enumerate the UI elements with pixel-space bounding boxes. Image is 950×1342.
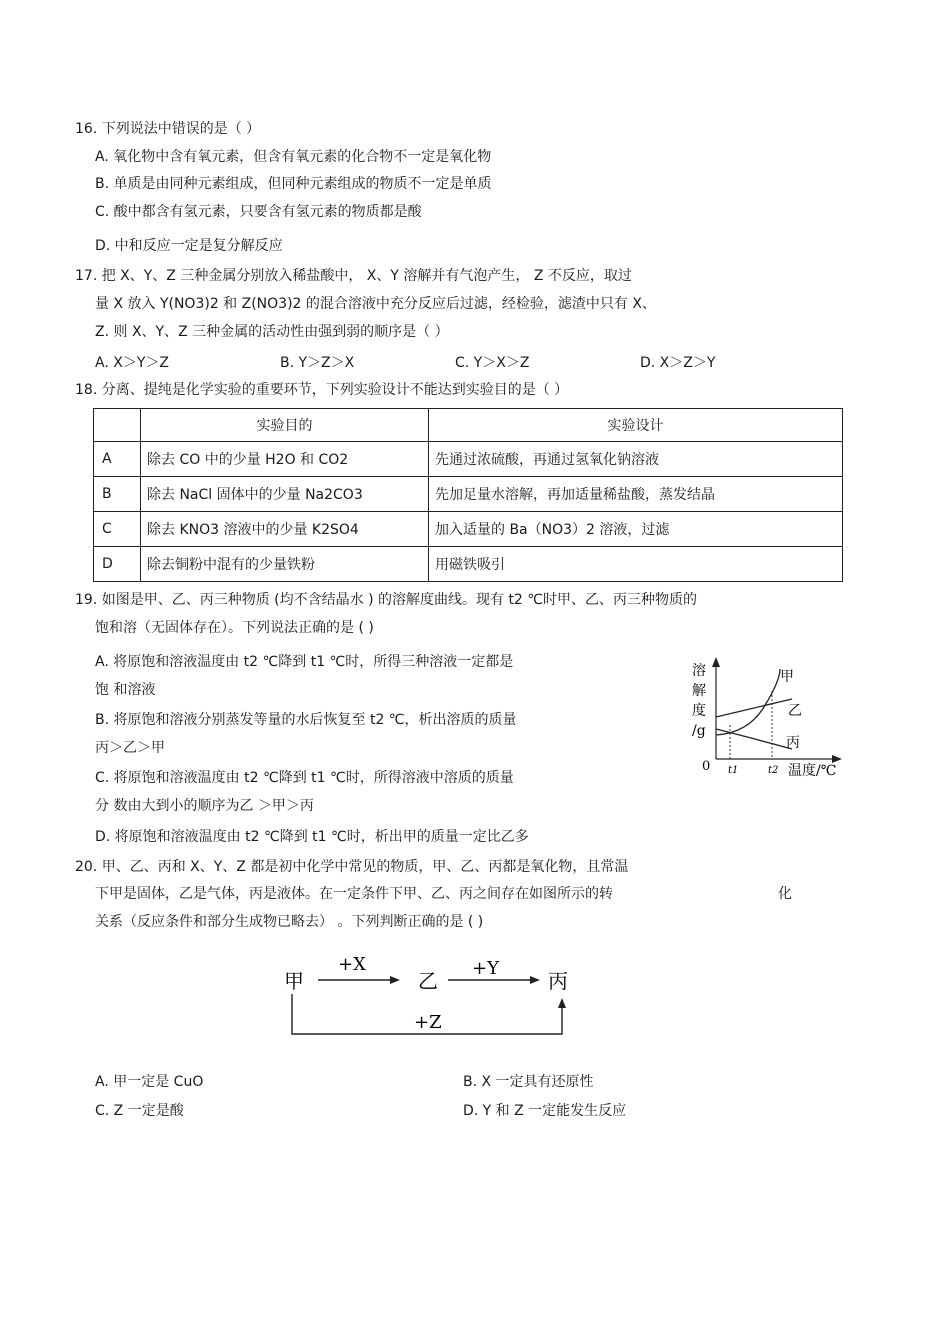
q17-stem-line3: Z. 则 X、Y、Z 三种金属的活动性由强到弱的顺序是（ ） xyxy=(95,324,449,340)
row-label: B xyxy=(94,477,141,512)
label-plus-z: +Z xyxy=(414,1012,442,1033)
node-yi: 乙 xyxy=(418,969,438,993)
row-design: 用磁铁吸引 xyxy=(429,547,843,582)
label-plus-x: +X xyxy=(338,954,366,975)
q20-stem-line1: 20. 甲、乙、丙和 X、Y、Z 都是初中化学中常见的物质，甲、乙、丙都是氧化物，且常温 xyxy=(75,859,629,875)
q20-stem-line3: 关系（反应条件和部分生成物已略去） 。下列判断正确的是 ( ) xyxy=(95,914,484,930)
chart-t2-label: t2 xyxy=(768,765,779,776)
q19-option-d: D. 将原饱和溶液温度由 t2 ℃降到 t1 ℃时，析出甲的质量一定比乙多 xyxy=(95,829,529,845)
row-design: 先通过浓硫酸，再通过氢氧化钠溶液 xyxy=(429,442,843,477)
q20-option-b: B. X 一定具有还原性 xyxy=(463,1074,594,1090)
q20-option-a: A. 甲一定是 CuO xyxy=(95,1074,204,1090)
chart-ylabel-char-4: /g xyxy=(692,723,706,739)
chart-series-bing xyxy=(716,729,792,749)
q16-option-d: D. 中和反应一定是复分解反应 xyxy=(95,238,283,254)
row-design: 先加足量水溶解，再加适量稀盐酸，蒸发结晶 xyxy=(429,477,843,512)
table-header-design: 实验设计 xyxy=(429,409,843,442)
table-header-purpose: 实验目的 xyxy=(141,409,429,442)
row-purpose: 除去铜粉中混有的少量铁粉 xyxy=(141,547,429,582)
arrowhead-jia-to-bing xyxy=(558,998,566,1008)
q18-experiment-table xyxy=(93,408,843,582)
row-label: D xyxy=(94,547,141,582)
conversion-diagram xyxy=(280,950,580,1040)
q20-stem-line2: 下甲是固体，乙是气体，丙是液体。在一定条件下甲、乙、丙之间存在如图所示的转 xyxy=(95,886,613,902)
row-label: A xyxy=(94,442,141,477)
q17-option-b: B. Y＞Z＞X xyxy=(280,355,355,371)
chart-t1-label: t1 xyxy=(728,765,739,776)
node-bing: 丙 xyxy=(548,969,568,993)
arrowhead-jia-to-yi xyxy=(390,976,400,984)
table-header-blank xyxy=(94,409,141,442)
chart-xlabel: 温度/℃ xyxy=(788,763,837,779)
arrowhead-yi-to-bing xyxy=(530,976,540,984)
table-row xyxy=(94,512,843,547)
q19-option-b-line1: B. 将原饱和溶液分别蒸发等量的水后恢复至 t2 ℃，析出溶质的质量 xyxy=(95,712,517,728)
q16-option-b: B. 单质是由同种元素组成，但同种元素组成的物质不一定是单质 xyxy=(95,176,492,192)
q17-option-c: C. Y＞X＞Z xyxy=(455,355,530,371)
q19-option-c-line1: C. 将原饱和溶液温度由 t2 ℃降到 t1 ℃时，所得溶液中溶质的质量 xyxy=(95,770,514,786)
q16-option-a: A. 氧化物中含有氧元素，但含有氧元素的化合物不一定是氧化物 xyxy=(95,149,492,165)
q20-option-d: D. Y 和 Z 一定能发生反应 xyxy=(463,1103,627,1119)
q17-stem-line1: 17. 把 X、Y、Z 三种金属分别放入稀盐酸中， X、Y 溶解并有气泡产生， Z 不反应，取过 xyxy=(75,268,632,284)
chart-label-jia: 甲 xyxy=(780,669,794,685)
q19-option-a-line1: A. 将原饱和溶液温度由 t2 ℃降到 t1 ℃时，所得三种溶液一定都是 xyxy=(95,654,514,670)
chart-series-yi xyxy=(716,699,792,717)
chart-ylabel-char-2: 解 xyxy=(692,683,706,699)
chart-label-bing: 丙 xyxy=(786,735,800,751)
chart-y-arrow xyxy=(712,657,720,667)
chart-label-yi: 乙 xyxy=(788,703,802,719)
row-label: C xyxy=(94,512,141,547)
row-design: 加入适量的 Ba（NO3）2 溶液，过滤 xyxy=(429,512,843,547)
node-jia: 甲 xyxy=(284,969,304,993)
q19-option-c-line2: 分 数由大到小的顺序为乙 ＞甲＞丙 xyxy=(95,798,314,814)
q19-option-a-line2: 饱 和溶液 xyxy=(95,682,156,698)
chart-ylabel-char-1: 溶 xyxy=(692,663,706,679)
q19-stem-line2: 饱和溶（无固体存在）。下列说法正确的是 ( ) xyxy=(95,620,374,636)
row-purpose: 除去 KNO3 溶液中的少量 K2SO4 xyxy=(141,512,429,547)
label-plus-y: +Y xyxy=(472,958,499,979)
row-purpose: 除去 NaCl 固体中的少量 Na2CO3 xyxy=(141,477,429,512)
q19-option-b-line2: 丙＞乙＞甲 xyxy=(95,740,165,756)
q20-stem-line2-end: 化 xyxy=(778,886,792,902)
chart-origin: 0 xyxy=(702,759,711,774)
table-row xyxy=(94,442,843,477)
chart-series-jia xyxy=(716,669,780,735)
q17-option-a: A. X＞Y＞Z xyxy=(95,355,169,371)
q16-option-c: C. 酸中都含有氢元素，只要含有氢元素的物质都是酸 xyxy=(95,204,422,220)
q16-stem: 16. 下列说法中错误的是（ ） xyxy=(75,121,261,137)
table-row xyxy=(94,547,843,582)
row-purpose: 除去 CO 中的少量 H2O 和 CO2 xyxy=(141,442,429,477)
q20-option-c: C. Z 一定是酸 xyxy=(95,1103,184,1119)
table-row xyxy=(94,477,843,512)
q17-option-d: D. X＞Z＞Y xyxy=(640,355,716,371)
solubility-chart xyxy=(688,655,848,785)
q17-stem-line2: 量 X 放入 Y(NO3)2 和 Z(NO3)2 的混合溶液中充分反应后过滤，经检验，滤渣中只有 X、 xyxy=(95,296,656,312)
q18-stem: 18. 分离、提纯是化学实验的重要环节，下列实验设计不能达到实验目的是（ ） xyxy=(75,382,569,398)
table-header-row xyxy=(94,409,843,442)
chart-x-arrow xyxy=(832,755,842,763)
q19-stem-line1: 19. 如图是甲、乙、丙三种物质 (均不含结晶水 ) 的溶解度曲线。现有 t2 ℃时甲、乙、丙三种物质的 xyxy=(75,592,698,608)
chart-ylabel-char-3: 度 xyxy=(692,703,706,719)
